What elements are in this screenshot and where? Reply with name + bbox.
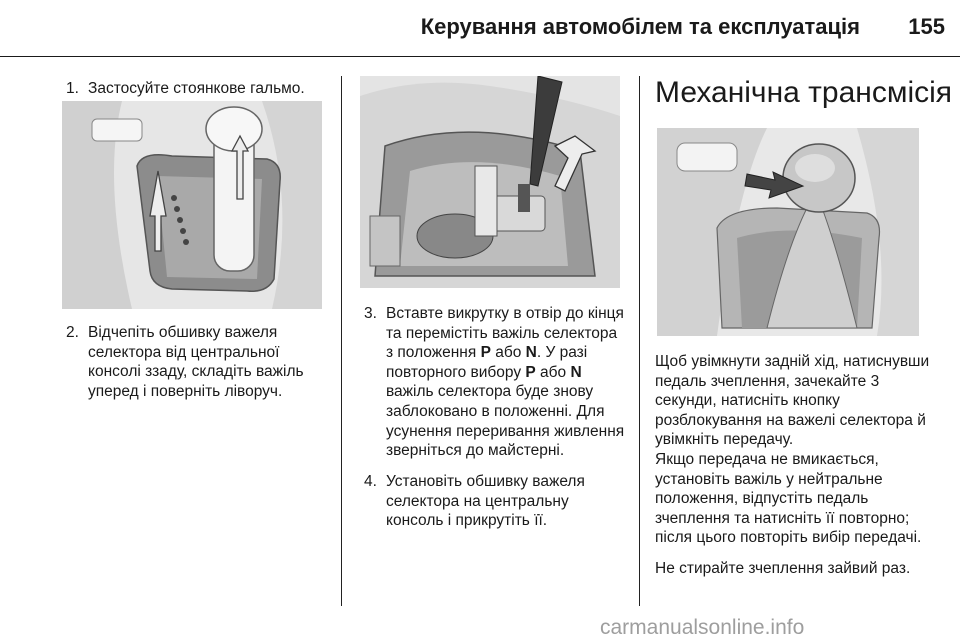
column-divider-1 xyxy=(341,76,342,606)
figure-screwdriver-release xyxy=(360,76,620,288)
step-2-number: 2. xyxy=(66,324,79,341)
section-title: Механічна трансмісія xyxy=(655,76,953,109)
step-4-text: Установіть обшивку важеля селектора на центральну консоль і прикрутіть її. xyxy=(386,473,585,530)
watermark: carmanualsonline.info xyxy=(600,616,805,639)
paragraph-clutch-warning: Не стирайте зчеплення зайвий раз. xyxy=(655,560,911,577)
header-rule xyxy=(0,56,960,57)
step-3 xyxy=(364,304,626,461)
step-4-number: 4. xyxy=(364,473,377,490)
column-divider-2 xyxy=(639,76,640,606)
gear-n-label: N xyxy=(570,363,582,381)
paragraph-reverse-gear: Щоб увімкнути задній хід, натиснувши педаль зчеплення, зачекайте 3 секунди, натисніть кнопку розблокування на важелі селектора й увімкніть передачу. xyxy=(655,353,930,449)
step-3-text: Вставте викрутку в отвір до кінця та перемістіть важіль селектора з положення P або N. У разі повторного вибору P або N важіль селектора буде знову заблоковано в положенні. Для усунення переривання живлення зверніться до майстерні. xyxy=(386,305,625,460)
step-2-text: Відчепіть обшивку важеля селектора від центральної консолі ззаду, складіть важіль уперед і поверніть ліворуч. xyxy=(88,324,304,400)
figure-automatic-selector xyxy=(62,101,322,309)
page-number: 155 xyxy=(908,14,945,39)
gear-n-label: N xyxy=(525,344,537,362)
step-1 xyxy=(66,79,331,99)
step-4 xyxy=(364,472,626,531)
step-3-number: 3. xyxy=(364,305,377,322)
figure-manual-gear-lever xyxy=(657,128,919,336)
step-1-text: Застосуйте стоянкове гальмо. xyxy=(88,80,305,97)
gear-p-label: P xyxy=(525,363,536,381)
page-header-title: Керування автомобілем та експлуатація xyxy=(420,14,860,39)
step-1-number: 1. xyxy=(66,80,79,97)
step-2 xyxy=(66,323,331,401)
paragraph-gear-not-engaging: Якщо передача не вмикається, установіть важіль у нейтральне положення, відпустіть педаль зчеплення та натисніть її повторно; після цього повторіть вибір передачі. xyxy=(655,451,922,547)
gear-p-label: P xyxy=(480,344,491,362)
